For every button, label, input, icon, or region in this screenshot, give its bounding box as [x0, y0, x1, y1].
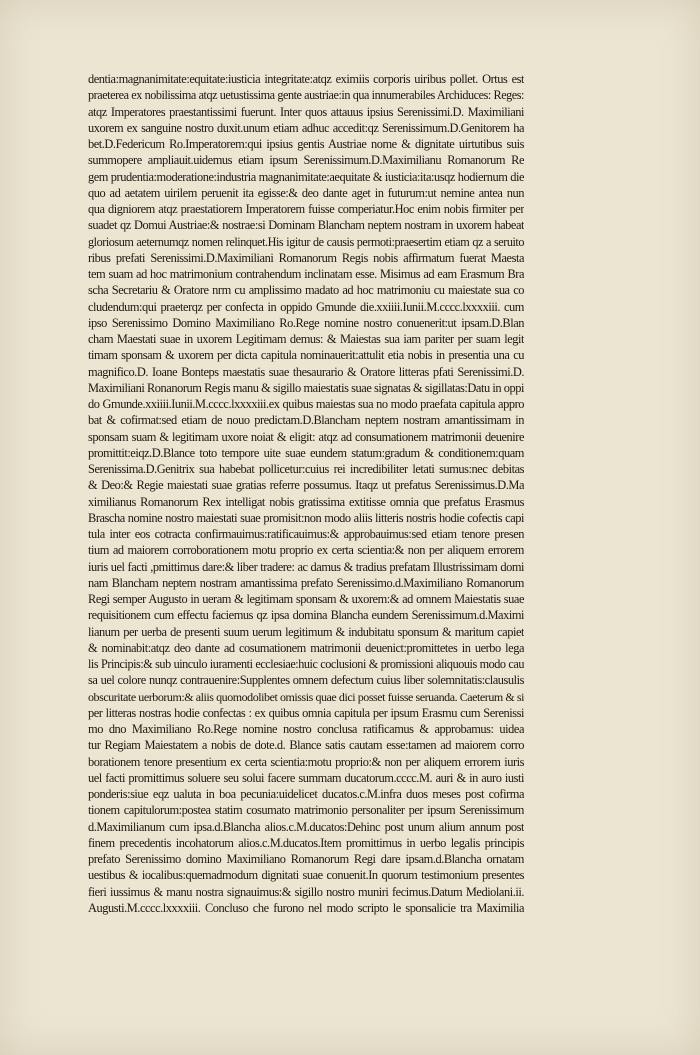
text-line: sponsam suam & legitimam uxore noiat & eligit: atqz ad consumationem matrimonii deuenire — [88, 429, 524, 444]
text-line: bat & cofirmat:sed etiam de nouo predictam.D.Blancham neptem nostram amantissimam in — [88, 413, 524, 428]
text-line: & nominabit:atqz deo dante ad cosumationem matrimonii deuenict:promittetes in uerbo lega — [88, 640, 524, 655]
text-line: suadet qz Domui Austriae:& nostrae:si Dominam Blancham neptem nostram in uxorem habeat — [88, 218, 524, 233]
text-line: lis Principis:& sub uinculo iuramenti ecclesiae:huic coclusioni & promissioni aliquouis modo cau — [88, 657, 524, 671]
text-line: qua digniorem atqz praestatiorem Imperatorem fuisse comperiatur.Hoc enim nobis firmiter per — [88, 202, 524, 216]
text-line: timam sponsam & uxorem per dicta capitula nominauerit:attulit etia nobis in presentia una cu — [88, 348, 524, 363]
text-line: tur Regiam Maiestatem a nobis de dote.d. Blance satis cautam esse:tamen ad maiorem corro — [88, 738, 524, 753]
text-line: summopere ampliauit.uidemus etiam ipsum Serenissimum.D.Maximilianu Romanorum Re — [88, 153, 524, 168]
text-line: tium ad maiorem corroborationem motu proprio ex certa scientia:& non per aliquem errorem — [88, 543, 524, 558]
text-line: finem precedentis incohatorum alios.c.M.ducatos.Item promittimus in uerbo legalis principis — [88, 835, 524, 850]
text-line: Regi semper Augusto in ueram & legitimam sponsam & uxorem:& ad omnem Maiestatis suae — [88, 592, 524, 606]
text-line: cludendum:qui praeterqz per confecta in oppido Gmunde die.xxiiii.Iunii.M.cccc.lxxxxiii. cum — [88, 299, 524, 314]
text-line: quo ad aetatem uirilem peruenit ita egisse:& deo dante aget in futurum:ut nemine antea nun — [88, 185, 524, 200]
text-line: ipso Serenissimo Domino Maximiliano Ro.Rege nomine nostro conuenerit:ut ipsam.D.Blan — [88, 315, 524, 330]
text-line: nam Blancham neptem nostram amantissima prefato Serenissimo.d.Maximiliano Romanorum — [88, 575, 524, 590]
text-line: scha Secretariu & Oratore nrm cu amplissimo madato ad hoc matrimoniu cu maiestate sua co — [88, 283, 524, 298]
text-line: do Gmunde.xxiiii.Iunii.M.cccc.lxxxxiii.ex quibus maiestas sua no modo praefata capitula appro — [88, 397, 524, 411]
text-line: Serenissima.D.Genitrix sua habebat pollicetur:cuius rei incredibiliter letati sumus:nec debitas — [88, 462, 524, 476]
text-line: fieri iussimus & manu nostra signauimus:& sigillo nostro muniri fecimus.Datum Mediolani.ii. — [88, 884, 524, 899]
text-line: promittit:eiqz.D.Blance toto tempore uite suae eundem statum:gradum & conditionem:quam — [88, 445, 524, 460]
text-line: ximilianus Romanorum Rex intelligat nobis gratissima extitisse omnia que prefatus Erasmus — [88, 494, 524, 509]
text-line: lianum per uerba de presenti suum uerum legitimum & indubitatu sponsum & maritum capiet — [88, 624, 524, 639]
text-line: d.Maximilianum cum ipsa.d.Blancha alios.c.M.ducatos:Dehinc post unum alium annum post — [88, 819, 524, 834]
text-line: cham Maestati suae in uxorem Legitimam demus: & Maiestas sua iam pariter per suam legit — [88, 332, 524, 346]
text-line: ponderis:siue eqz ualuta in boa pecunia:uidelicet ducatos.c.M.infra duos meses post cofirma — [88, 787, 524, 801]
text-line: praeterea ex nobilissima atqz uetustissima gente austriae:in qua innumerabiles Archiduces: Reges: — [88, 88, 524, 103]
text-line: uxorem ex sanguine nostro duxit.unum etiam adhuc accedit:qz Serenissimum.D.Genitorem ha — [88, 120, 524, 135]
text-line: sa uel colore nunqz contrauenire:Supplentes omnem defectum cuius liber solemnitatis:clausulis — [88, 673, 524, 688]
text-line: Augusti.M.cccc.lxxxxiii. Concluso che furono nel modo scripto le sponsalicie tra Maximilia — [88, 900, 524, 915]
text-line: dentia:magnanimitate:equitate:iusticia integritate:atqz eximiis corporis uiribus pollet. Ortus est — [88, 72, 524, 86]
text-line: Maximiliani Ronanorum Regis manu & sigillo maiestatis suae signatas & sigillatas:Datu in oppi — [88, 380, 524, 395]
text-line: prefato Serenissimo domino Maximiliano Romanorum Regi dare ipsam.d.Blancha ornatam — [88, 852, 524, 866]
text-line: iuris uel facti ,pmittimus dare:& liber tradere: ac damus & tradius prefatam Illustrissimam domi — [88, 559, 524, 574]
text-line: ribus prefati Serenissimi.D.Maximiliani Romanorum Regis nobis affirmatum fuerat Maesta — [88, 250, 524, 265]
text-line: uestibus & iocalibus:quemadmodum dignitati suae conuenit.In quorum testimonium presentes — [88, 868, 524, 883]
text-line: gloriosum aeternumqz nomen relinquet.His igitur de causis permoti:praesertim etiam qz a seruito — [88, 234, 524, 249]
text-column — [88, 71, 524, 916]
text-line: per litteras nostras hodie confectas : ex quibus omnia capitula per ipsum Erasmu cum Serenissi — [88, 705, 524, 720]
text-line: Brascha nomine nostro maiestati suae promisit:non modo aliis litteris nostris hodie cofectis capi — [88, 510, 524, 525]
text-line: mo dno Maximiliano Ro.Rege nomine nostro conclusa ratificamus & approbamus: uidea — [88, 722, 524, 736]
text-line: bet.D.Federicum Ro.Imperatorem:qui ipsius gentis Austriae nome & dignitate uirtutibus suis — [88, 137, 524, 151]
text-line: & Deo:& Regie maiestati suae gratias referre possumus. Itaqz ut prefatus Serenissimus.D.Ma — [88, 478, 524, 493]
text-line: atqz Imperatores praestantissimi fuerunt. Inter quos attauus ipsius Serenissimi.D. Maximiliani — [88, 104, 524, 119]
text-line: requisitionem cum effectu faciemus qz ipsa domina Blancha eundem Serenissimum.d.Maximi — [88, 608, 524, 623]
text-line: tem suam ad hoc matrimonium contrahendum inclinatam esse. Misimus ad eam Erasmum Bra — [88, 267, 524, 281]
text-line: uel facti promittimus soluere seu solui facere summam ducatorum.cccc.M. auri & in auro iusti — [88, 770, 524, 785]
text-line: tula inter eos cotracta confirmauimus:ratificauimus:& approbauimus:sed etiam tenore presen — [88, 527, 524, 541]
text-line: magnifico.D. Ioane Bonteps maestatis suae thesaurario & Oratore litteras pfati Serenissimi.D. — [88, 364, 524, 379]
text-line: gem prudentia:moderatione:industria magnanimitate:aequitate & iusticia:ita:usqz hodiernum die — [88, 169, 524, 184]
text-line: obscuritate uerborum:& aliis quomodolibet omissis quae dici posset fuisse seruanda. Caeterum & si — [88, 689, 524, 704]
text-line: borationem tenore presentium ex certa scientia:motu proprio:& non per aliquem errorem iuris — [88, 754, 524, 769]
text-line: tionem capitulorum:postea statim cosumato matrimonio personaliter per ipsum Serenissimum — [88, 803, 524, 818]
